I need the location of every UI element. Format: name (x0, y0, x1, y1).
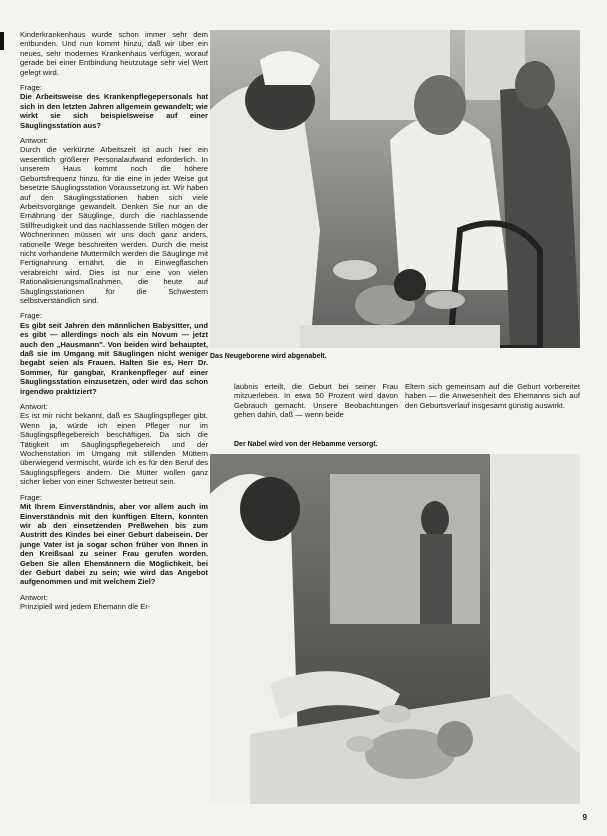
answer-1-label: Antwort: (20, 136, 48, 146)
answer-2-text: Es ist mir nicht bekannt, daß es Säuglingspfleger gibt. Wenn ja, würde ich einen Pfleger nur im Säuglingspflegebereich beschäftigen. Da sich die Tätigkeit im Säuglingspflegebereich und der Wochenstation im Umgang mit stillenden Müttern überwiegend vermischt, würde ich es für den Beruf des Säuglingspflegers ändern. Die Mütter wollen ganz sicher lieber von einer Schwester betreut sein. (20, 411, 208, 487)
intro-paragraph: Kinderkrankenhaus wurde schon immer sehr dem entbunden. Und nun kommt hinzu, daß wir über ein neues, sehr modernes Krankenhaus verfügen, worauf gerade bei einer Entbindung heutzutage sehr viel Wert gelegt wird. (20, 30, 208, 77)
photo-bottom-caption: Der Nabel wird von der Hebamme versorgt. (234, 441, 378, 448)
question-2-text: Es gibt seit Jahren den männlichen Babysitter, und es gibt — allerdings noch als ein Novum — jetzt auch den „Hausmann". Von beiden wird behauptet, daß sie im Umgang mit Säuglingen nicht weniger begabt seien als Frauen. Halten Sie es, Herr Dr. Sommer, für gangbar, Krankenpfleger auf einer Säuglingsstation einzusetzen, oder wird das schon irgendwo praktiziert? (20, 320, 208, 396)
page-number: 9 (582, 813, 587, 822)
middle-column-1: laubnis erteilt, die Geburt bei seiner Frau mitzuerleben. In etwa 50 Prozent wird davon Gebrauch gemacht. Unsere Beobachtungen gehen dahin, daß — wenn beide (234, 382, 398, 420)
corner-mark (0, 32, 4, 50)
photo-newborn-cord-cut-image (210, 30, 580, 348)
question-1-label: Frage: (20, 83, 42, 93)
question-1-text: Die Arbeitsweise des Krankenpflegepersonals hat sich in den letzten Jahren allgemein gewandelt; wie wirkt sie sich beispielsweise auf einer Säuglingsstation aus? (20, 92, 208, 130)
question-3-text: Mit Ihrem Einverständnis, aber vor allem auch im Einverständnis mit den künftigen Eltern, konnten wir ab den einsetzenden Preßwehen bis zum Austritt des Kindes bei einer Geburt dabeisein. Der junge Vater ist ja sogar schon früher von Ihnen in den Kreißsaal zu seiner Frau gerufen worden. Geben Sie allen Ehemännern die Möglichkeit, bei der Geburt dabei zu sein; wie wird das Angebot aufgenommen und mit welchem Ziel? (20, 502, 208, 587)
question-1 (20, 83, 208, 130)
answer-2-label: Antwort: (20, 402, 48, 412)
answer-3-label: Antwort: (20, 592, 48, 602)
question-3-label: Frage: (20, 492, 42, 502)
answer-1 (20, 136, 208, 305)
photo-navel-care-image (210, 454, 580, 804)
left-column (20, 30, 208, 618)
answer-3 (20, 593, 208, 612)
photo-top-caption: Das Neugeborene wird abgenabelt. (210, 353, 327, 360)
question-2-label: Frage: (20, 311, 42, 321)
answer-3-text: Prinzipiell wird jedem Ehemann die Er- (20, 602, 151, 612)
photo-navel-care (210, 454, 580, 804)
middle-column-2: Eltern sich gemeinsam auf die Geburt vorbereitet haben — die Anwesenheit des Ehemanns sich auf den Geburtsverlauf insgesamt günstig auswirkt. (405, 382, 580, 410)
answer-1-text: Durch die verkürzte Arbeitszeit ist auch hier ein wesentlich größerer Personalaufwand erforderlich. In unserem Haus kommt noch die höhere Geburtsfrequenz hinzu, für die eine in jeder Weise gut besetzte Säuglingsstation Voraussetzung ist. Wir haben auf den Säuglingsstationen haben sich viele Arbeitsvorgänge gewandelt. Denken Sie nur an die Ernährung der Säuglinge, durch die nachlassende Stillfreudigkeit und das nachlassende Stillen mögen der Wöchnerinnen müssen wir uns doch ganz anders, rationelle Wege beschreiten werden. Durch die meist nicht vorhandene Muttermilch werden die Säuglinge mit Fertignahrung ernährt, die in Einwegflaschen verabreicht wird. Dies ist nur eine von vielen Rationalisierungsmaßnahmen, die heute auf Säuglingsstationen für die Schwestern selbstverständlich sind. (20, 145, 208, 305)
question-2 (20, 311, 208, 396)
photo-newborn-cord-cut (210, 30, 580, 348)
answer-2 (20, 402, 208, 487)
question-3 (20, 493, 208, 587)
